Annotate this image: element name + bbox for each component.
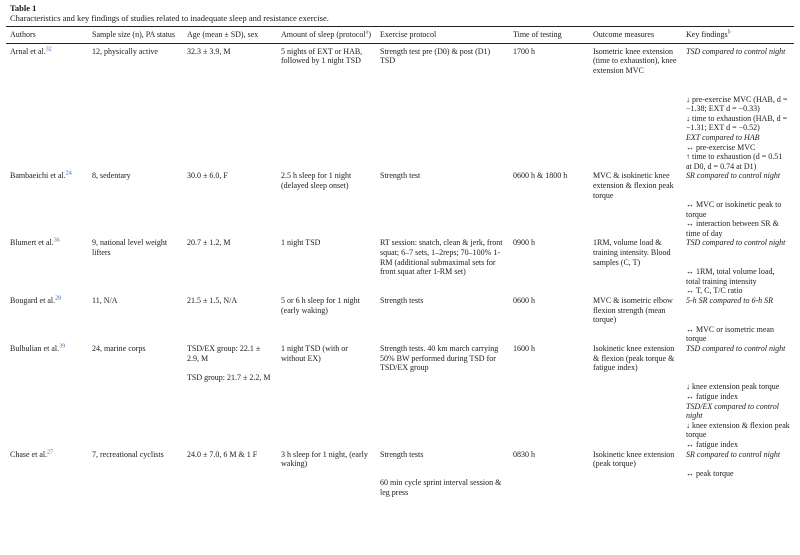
finding-heading: 5-h SR compared to 6-h SR	[686, 296, 774, 306]
sleep-cell: 1 night TSD	[281, 238, 321, 248]
sample-cell: 11, N/A	[92, 296, 118, 306]
finding-item: ↓ knee extension & flexion peak torque	[686, 420, 790, 440]
exercise-cell: RT session: snatch, clean & jerk, front squat; 6–7 sets, 1–2reps; 70–100% 1-RM (additional submaximal sets for front squat after 1-RM set)	[380, 238, 503, 277]
table-label: Table 1	[10, 3, 37, 13]
age-cell: 32.3 ± 3.9, M	[187, 46, 231, 56]
sample-cell: 9, national level weight lifters	[92, 238, 168, 258]
table-header-row	[6, 27, 794, 44]
author-name: Bougard et al.	[10, 296, 56, 306]
finding-heading: SR compared to control night	[686, 171, 781, 181]
header-time: Time of testing	[509, 27, 589, 44]
outcome-cell: Isokinetic knee extension & flexion (peak torque & fatigue index)	[593, 344, 675, 373]
header-age: Age (mean ± SD), sex	[183, 27, 277, 44]
finding-heading: TSD compared to control night	[686, 238, 786, 248]
time-cell: 1700 h	[513, 46, 535, 56]
exercise-cell: Strength tests	[380, 296, 424, 306]
reference-link[interactable]: 32	[45, 45, 52, 52]
outcome-cell: MVC & isometric elbow flexion strength (mean torque)	[593, 296, 673, 325]
finding-item: ↔ T, C, T/C ratio	[686, 286, 743, 296]
finding-item: ↓ time to exhaustion (HAB, d = −1.31; EXT d = −0.52)	[686, 113, 788, 133]
findings-cell	[682, 344, 794, 450]
finding-item: ↔ pre-exercise MVC	[686, 142, 756, 152]
findings-cell	[682, 43, 794, 171]
age-cell: 20.7 ± 1.2, M	[187, 238, 231, 248]
time-cell: 0600 h & 1800 h	[513, 171, 568, 181]
finding-item: ↔ fatigue index	[686, 391, 738, 401]
finding-item: ↔ MVC or isometric mean torque	[686, 324, 774, 344]
sleep-cell: 5 nights of EXT or HAB, followed by 1 night TSD	[281, 46, 363, 66]
time-cell: 0600 h	[513, 296, 535, 306]
author-name: Chase et al.	[10, 449, 48, 459]
header-authors: Authors	[6, 27, 88, 44]
age-cell: 24.0 ± 7.0, 6 M & 1 F	[187, 449, 258, 459]
finding-item: ↓ knee extension peak torque	[686, 382, 780, 392]
table-row	[6, 43, 794, 171]
age-cell: 21.5 ± 1.5, N/A	[187, 296, 238, 306]
outcome-cell: Isometric knee extension (time to exhaustion), knee extension MVC	[593, 46, 677, 75]
sample-cell: 12, physically active	[92, 46, 158, 56]
table-row	[6, 344, 794, 450]
table-caption: Characteristics and key findings of studies related to inadequate sleep and resistance exercise.	[10, 13, 329, 23]
finding-item: ↓ pre-exercise MVC (HAB, d = −1.38; EXT d = −0.33)	[686, 94, 788, 114]
author-name: Bambaeichi et al.	[10, 171, 66, 181]
header-findings: Key findings$^b$	[682, 27, 794, 44]
outcome-cell: MVC & isokinetic knee extension & flexion peak torque	[593, 171, 674, 200]
finding-item: ↔ fatigue index	[686, 439, 738, 449]
finding-heading: TSD compared to control night	[686, 344, 786, 353]
header-sleep: Amount of sleep (protocol$^a$)	[277, 27, 376, 44]
finding-heading: SR compared to control night	[686, 449, 781, 459]
sample-cell: 24, marine corps	[92, 344, 146, 353]
findings-cell	[682, 171, 794, 238]
table-row	[6, 171, 794, 238]
finding-item: ↔ 1RM, total volume load, total training intensity	[686, 267, 775, 286]
footnote-b-link[interactable]: b	[727, 29, 731, 36]
table-row	[6, 450, 794, 498]
finding-item: ↔ peak torque	[686, 468, 734, 478]
sleep-cell: 2.5 h sleep for 1 night (delayed sleep onset)	[281, 171, 352, 190]
age-cell	[183, 344, 277, 450]
findings-cell	[682, 238, 794, 296]
table-row	[6, 296, 794, 344]
time-cell: 0830 h	[513, 449, 535, 459]
sleep-cell: 5 or 6 h sleep for 1 night (early waking)	[281, 296, 360, 315]
findings-cell	[682, 296, 794, 344]
age-group: TSD group: 21.7 ± 2.2, M	[187, 372, 271, 382]
reference-link[interactable]: 36	[53, 237, 60, 244]
outcome-cell: 1RM, volume load & training intensity. Blood samples (C, T)	[593, 238, 671, 267]
time-cell: 1600 h	[513, 344, 535, 353]
finding-item: ↔ MVC or isokinetic peak to torque	[686, 200, 782, 219]
exercise-cell: Strength test	[380, 171, 421, 181]
time-cell: 0900 h	[513, 238, 535, 248]
studies-table	[6, 26, 794, 498]
exercise-cell: Strength test pre (D0) & post (D1) TSD	[380, 46, 491, 66]
finding-heading: EXT compared to HAB	[686, 132, 760, 142]
header-exercise: Exercise protocol	[376, 27, 509, 44]
exercise-cell	[376, 450, 509, 498]
exercise-cell: Strength tests. 40 km march carrying 50% BW performed during TSD for TSD/EX group	[380, 344, 499, 373]
header-sample: Sample size (n), PA status	[88, 27, 183, 44]
sleep-cell: 3 h sleep for 1 night, (early waking)	[281, 449, 368, 469]
exercise-item: 60 min cycle sprint interval session & leg press	[380, 478, 502, 497]
finding-heading: TSD/EX compared to control night	[686, 401, 779, 421]
author-name: Arnal et al.	[10, 46, 46, 56]
exercise-item: Strength tests	[380, 449, 424, 459]
outcome-cell: Isokinetic knee extension (peak torque)	[593, 449, 675, 469]
table-row	[6, 238, 794, 296]
finding-heading: TSD compared to control night	[686, 46, 786, 56]
author-name: Blumert et al.	[10, 238, 54, 248]
sample-cell: 7, recreational cyclists	[92, 449, 164, 459]
age-cell: 30.0 ± 6.0, F	[187, 171, 228, 181]
reference-link[interactable]: 27	[47, 448, 54, 455]
finding-item: ↔ interaction between SR & time of day	[686, 219, 779, 238]
reference-link[interactable]: 39	[59, 343, 66, 350]
header-outcome: Outcome measures	[589, 27, 682, 44]
footnote-a-link[interactable]: a	[365, 29, 369, 36]
finding-item: ↑ time to exhaustion (d = 0.51 at D0, d = 0.74 at D1)	[686, 152, 783, 171]
age-group: TSD/EX group: 22.1 ± 2.9, M	[187, 344, 261, 363]
findings-cell	[682, 450, 794, 498]
sample-cell: 8, sedentary	[92, 171, 131, 181]
sleep-cell: 1 night TSD (with or without EX)	[281, 344, 348, 363]
reference-link[interactable]: 28	[55, 295, 62, 302]
author-name: Bulbulian et al.	[10, 344, 60, 353]
reference-link[interactable]: 24	[65, 170, 72, 177]
